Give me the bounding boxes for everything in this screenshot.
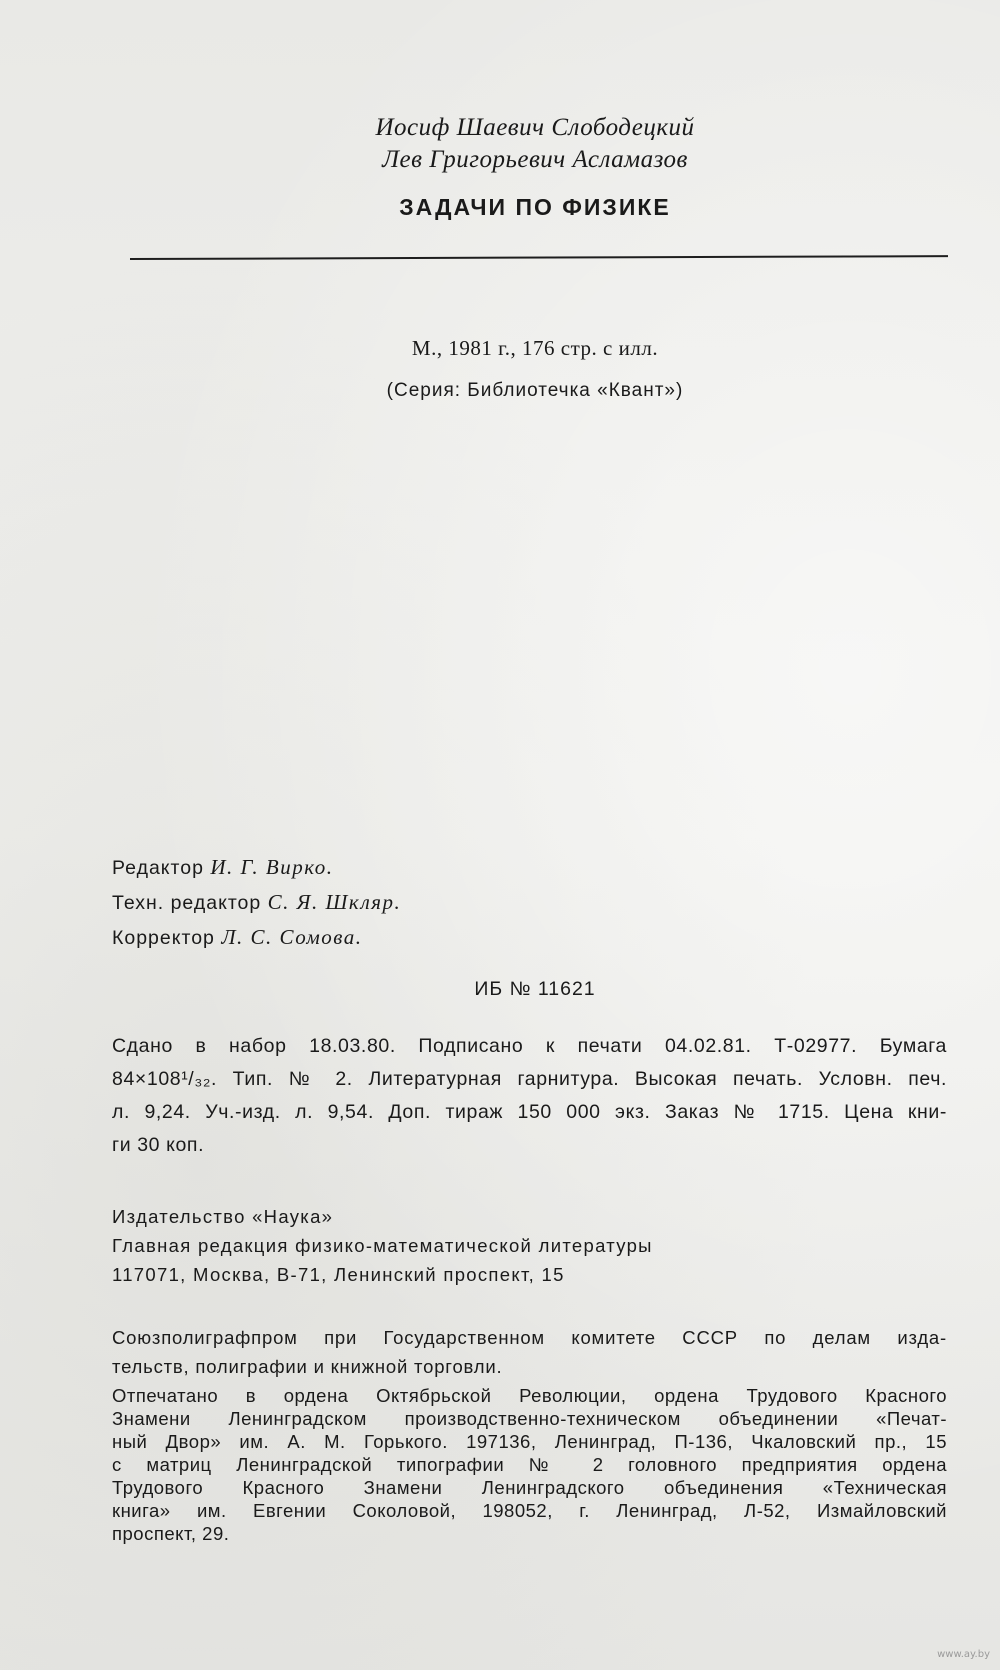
publisher-line: Издательство «Наука» [112, 1206, 334, 1227]
publisher-line: 117071, Москва, В-71, Ленинский проспект, 15 [112, 1264, 565, 1285]
staff-name: С. Я. Шкляр. [267, 890, 402, 914]
union-line: тельств, полиграфии и книжной торговли. [112, 1356, 503, 1377]
ib-number: ИБ № 11621 [474, 978, 596, 1000]
printing-line: л. 9,24. Уч.-изд. л. 9,54. Доп. тираж 150 000 экз. Заказ № 1715. Цена кни- [112, 1101, 947, 1123]
union-note [112, 1323, 947, 1381]
printing-line: Сдано в набор 18.03.80. Подписано к печати 04.02.81. Т-02977. Бумага [112, 1035, 947, 1057]
book-title: ЗАДАЧИ ПО ФИЗИКЕ [399, 194, 671, 220]
printed-line: книга» им. Евгении Соколовой, 198052, г. Ленинград, Л-52, Измайловский [112, 1500, 947, 1521]
staff-row [112, 885, 401, 920]
printed-line: Трудового Красного Знамени Ленинградского объединения «Техническая [112, 1477, 947, 1498]
printed-line: Отпечатано в ордена Октябрьской Революции, ордена Трудового Красного [112, 1385, 947, 1406]
publisher-block [112, 1202, 653, 1289]
printing-line: ги 30 коп. [112, 1134, 205, 1156]
author-name: Иосиф Шаевич Слободецкий [375, 114, 695, 141]
staff-row [112, 920, 401, 955]
publication-info: М., 1981 г., 176 стр. с илл. [411, 336, 659, 360]
authors-block [0, 112, 1000, 176]
union-line: Союзполиграфпром при Государственном комитете СССР по делам изда- [112, 1327, 947, 1348]
watermark: www.ay.by [937, 1649, 990, 1660]
series-info: (Серия: Библиотечка «Квант») [386, 380, 684, 401]
staff-role: Корректор [112, 927, 215, 949]
printed-line: с матриц Ленинградской типографии № 2 головного предприятия ордена [112, 1454, 947, 1475]
author-name: Лев Григорьевич Асламазов [382, 146, 688, 173]
staff-role: Техн. редактор [112, 892, 262, 914]
publisher-line: Главная редакция физико-математической литературы [112, 1235, 653, 1256]
horizontal-rule [130, 255, 948, 260]
printing-details [112, 1030, 947, 1162]
printing-line: 84×108¹/₃₂. Тип. № 2. Литературная гарнитура. Высокая печать. Условн. печ. [112, 1068, 947, 1090]
printed-note [112, 1384, 947, 1545]
staff-credits [112, 850, 401, 955]
staff-role: Редактор [112, 857, 204, 879]
printed-line: Знамени Ленинградском производственно-техническом объединении «Печат- [112, 1408, 947, 1429]
staff-name: И. Г. Вирко. [210, 855, 334, 879]
staff-row [112, 850, 401, 885]
printed-line: ный Двор» им. А. М. Горького. 197136, Ленинград, П-136, Чкаловский пр., 15 [112, 1431, 947, 1452]
printed-line: проспект, 29. [112, 1523, 230, 1544]
staff-name: Л. С. Сомова. [221, 925, 363, 949]
